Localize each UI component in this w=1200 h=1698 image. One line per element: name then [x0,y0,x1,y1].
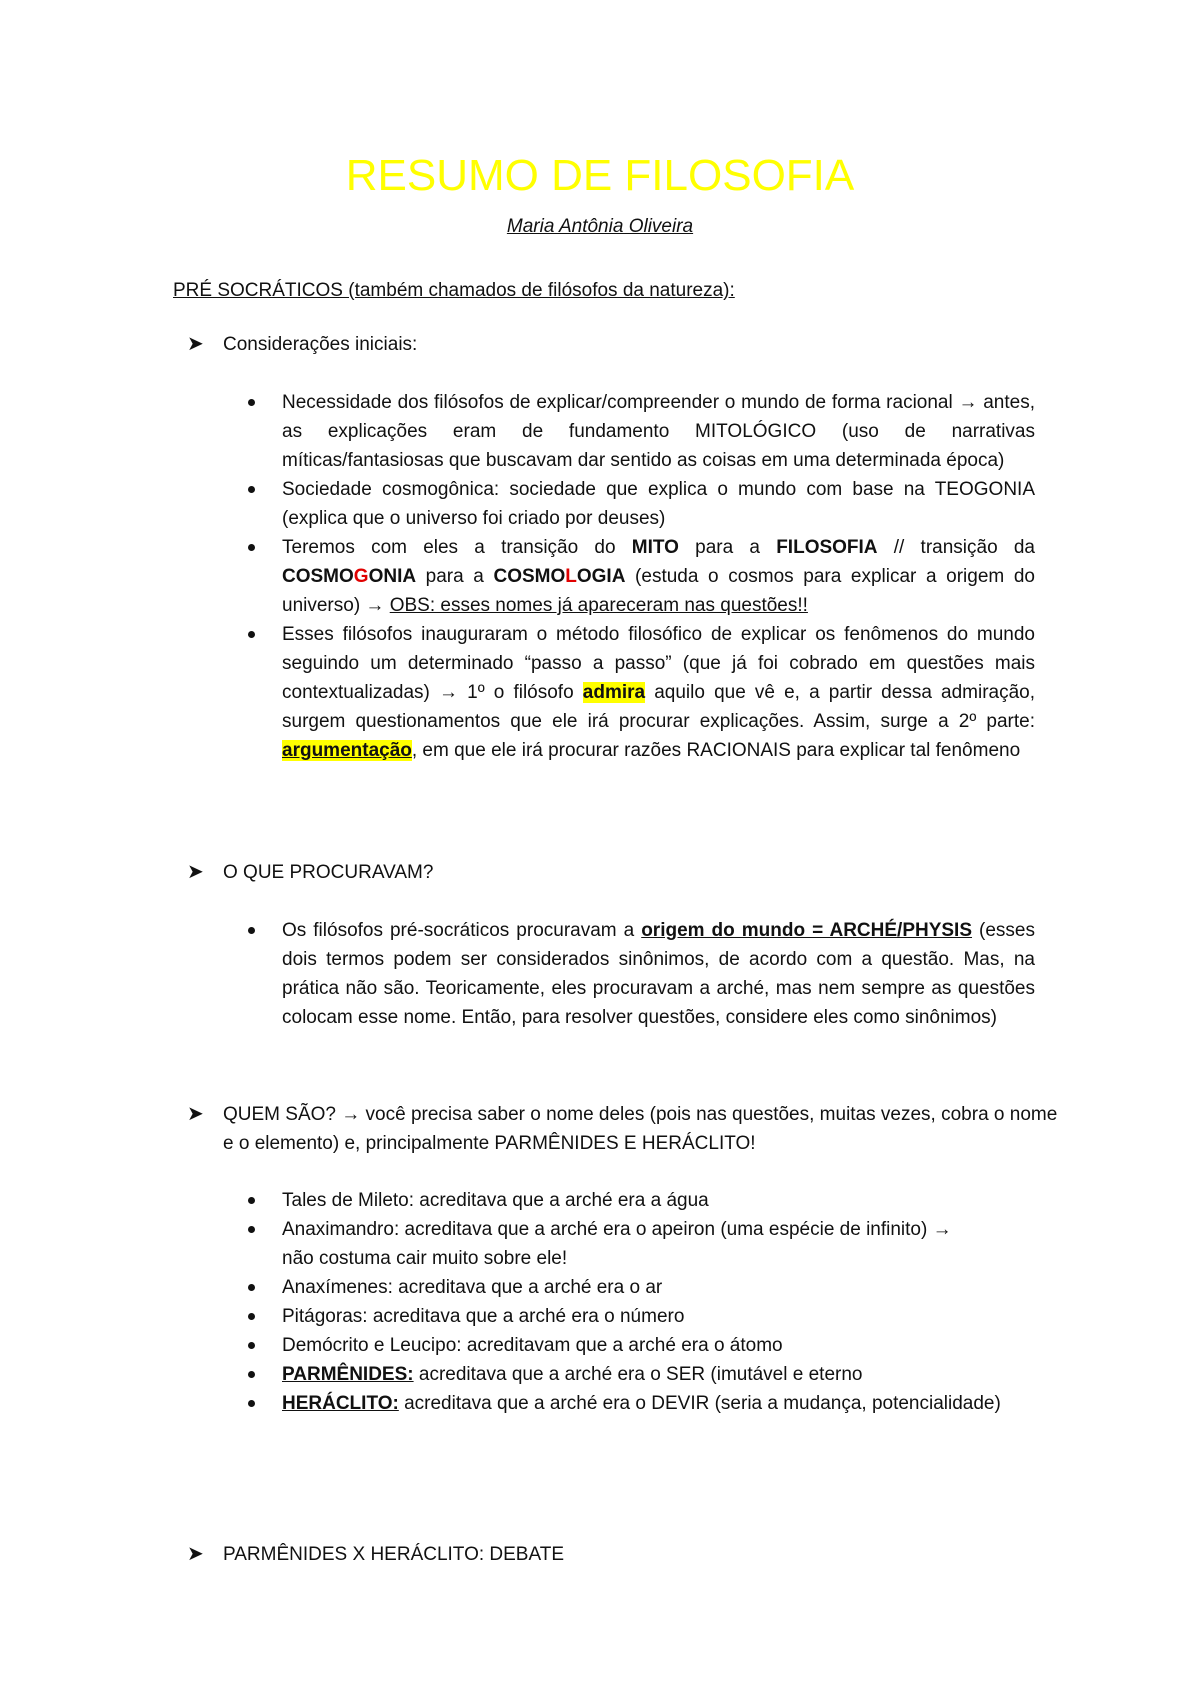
list-item [240,1273,1035,1302]
bullet-text: não costuma cair muito sobre ele! [282,1248,568,1269]
bullet-text: para a [678,537,777,558]
right-arrow-icon: → [365,595,385,616]
bullet-text: Necessidade dos filósofos de explicar/compreender o mundo de forma racional [282,392,959,413]
section-considerations [187,330,1063,359]
section-debate [187,1540,1063,1569]
list-item [240,1186,1035,1215]
bullet-icon [248,1313,255,1320]
bullet-text: Anaximandro: acreditava que a arché era o apeiron (uma espécie de infinito) [282,1219,933,1240]
list-item [240,1302,1035,1331]
bullet-text: Tales de Mileto: acreditava que a arché era a água [282,1190,709,1211]
bullet-icon [248,1342,255,1349]
arrowhead-bullet-icon: ➤ [187,1103,204,1125]
term-cosmogonia: COSMOGONIA [282,566,417,587]
section-who [187,1100,1063,1158]
bullet-icon [248,1226,255,1233]
bullet-text: Pitágoras: acreditava que a arché era o número [282,1306,685,1327]
list-item [240,1331,1035,1360]
list-item [240,533,1035,620]
bullet-text: antes, as explicações eram de fundamento MITOLÓGICO (uso de narrativas míticas/fantasiosas que buscavam dar sentido as coisas em uma determinada época) [282,392,1035,471]
bullet-text: // transição da [877,537,1035,558]
section-considerations-label: Considerações iniciais: [223,334,418,355]
bullet-text: Os filósofos pré-socráticos procuravam a [282,920,642,941]
list-item [240,388,1035,475]
considerations-list [240,388,1035,765]
bullet-text: (esses dois termos podem ser considerados sinônimos, de acordo com a questão. Mas, na prática não são. Teoricamente, eles procuravam a arché, mas nem sempre as questões colocam esse nome. Então, para resolver questões, considere eles como sinônimos) [282,920,1035,1028]
bullet-icon [248,1371,255,1378]
right-arrow-icon: → [958,392,978,413]
bullet-icon [248,927,255,934]
bullet-text: Demócrito e Leucipo: acreditavam que a arché era o átomo [282,1335,783,1356]
bullet-icon [248,631,255,638]
right-arrow-icon: → [341,1104,361,1125]
bullet-text: Teremos com eles a transição do [282,537,632,558]
bullet-text: Anaxímenes: acreditava que a arché era o ar [282,1277,663,1298]
heraclito-label: HERÁCLITO: [282,1393,399,1414]
arrowhead-bullet-icon: ➤ [187,861,204,883]
bullet-icon [248,486,255,493]
section-what-sought-label: O QUE PROCURAVAM? [223,862,434,883]
bullet-icon [248,1197,255,1204]
bullet-text: , em que ele irá procurar razões RACIONAIS para explicar tal fenômeno [411,740,1021,761]
bullet-text: Esses filósofos inauguraram o método filosófico de explicar os fenômenos do mundo seguindo um determinado “passo a passo” (que já foi cobrado em questões mais contextualizadas) [282,624,1035,703]
right-arrow-icon: → [932,1219,952,1240]
section-heading: PRÉ SOCRÁTICOS (também chamados de filósofos da natureza): [173,280,735,301]
term-filosofia: FILOSOFIA [776,537,878,558]
bullet-text: acreditava que a arché era o SER (imutável e eterno [413,1364,863,1385]
term-cosmologia: COSMOLOGIA [493,566,626,587]
bullet-text: acreditava que a arché era o DEVIR (seria a mudança, potencialidade) [398,1393,1001,1414]
arrowhead-bullet-icon: ➤ [187,333,204,355]
bullet-icon [248,544,255,551]
list-item [240,1360,1035,1389]
document-title: RESUMO DE FILOSOFIA [345,151,855,200]
highlight-admira: admira [582,682,646,703]
section-who-label: QUEM SÃO? → você precisa saber o nome deles (pois nas questões, muitas vezes, cobra o nome e o elemento) e, principalmente PARMÊNIDES E HERÁCLITO! [223,1104,1058,1154]
list-item [240,1389,1035,1418]
bullet-text: para a [416,566,494,587]
list-item [240,620,1035,765]
philosophers-list [240,1186,1035,1418]
term-mito: MITO [631,537,679,558]
author-name: Maria Antônia Oliveira [506,216,694,237]
bullet-text: aquilo que vê e, a partir dessa admiração, surgem questionamentos que ele irá procurar explicações. Assim, surge a 2º parte: [282,682,1035,732]
right-arrow-icon: → [439,682,458,703]
section-what-sought [187,858,1063,887]
section-debate-label: PARMÊNIDES X HERÁCLITO: DEBATE [223,1544,565,1565]
list-item [240,1215,1035,1273]
bullet-text: Sociedade cosmogônica: sociedade que explica o mundo com base na TEOGONIA (explica que o universo foi criado por deuses) [282,479,1035,529]
highlight-argumentacao: argumentação [282,740,412,761]
bullet-icon [248,1400,255,1407]
what-sought-list [240,916,1035,1032]
arrowhead-bullet-icon: ➤ [187,1543,204,1565]
bullet-text: 1º o filósofo [458,682,583,703]
list-item [240,916,1035,1032]
bullet-icon [248,399,255,406]
list-item [240,475,1035,533]
bullet-text: (estuda o cosmos para explicar a origem do universo) [282,566,1035,616]
term-arche-physis: origem do mundo = ARCHÉ/PHYSIS [641,920,973,941]
bullet-icon [248,1284,255,1291]
obs-note: OBS: esses nomes já apareceram nas questões!! [389,595,808,616]
parmenides-label: PARMÊNIDES: [282,1364,414,1385]
